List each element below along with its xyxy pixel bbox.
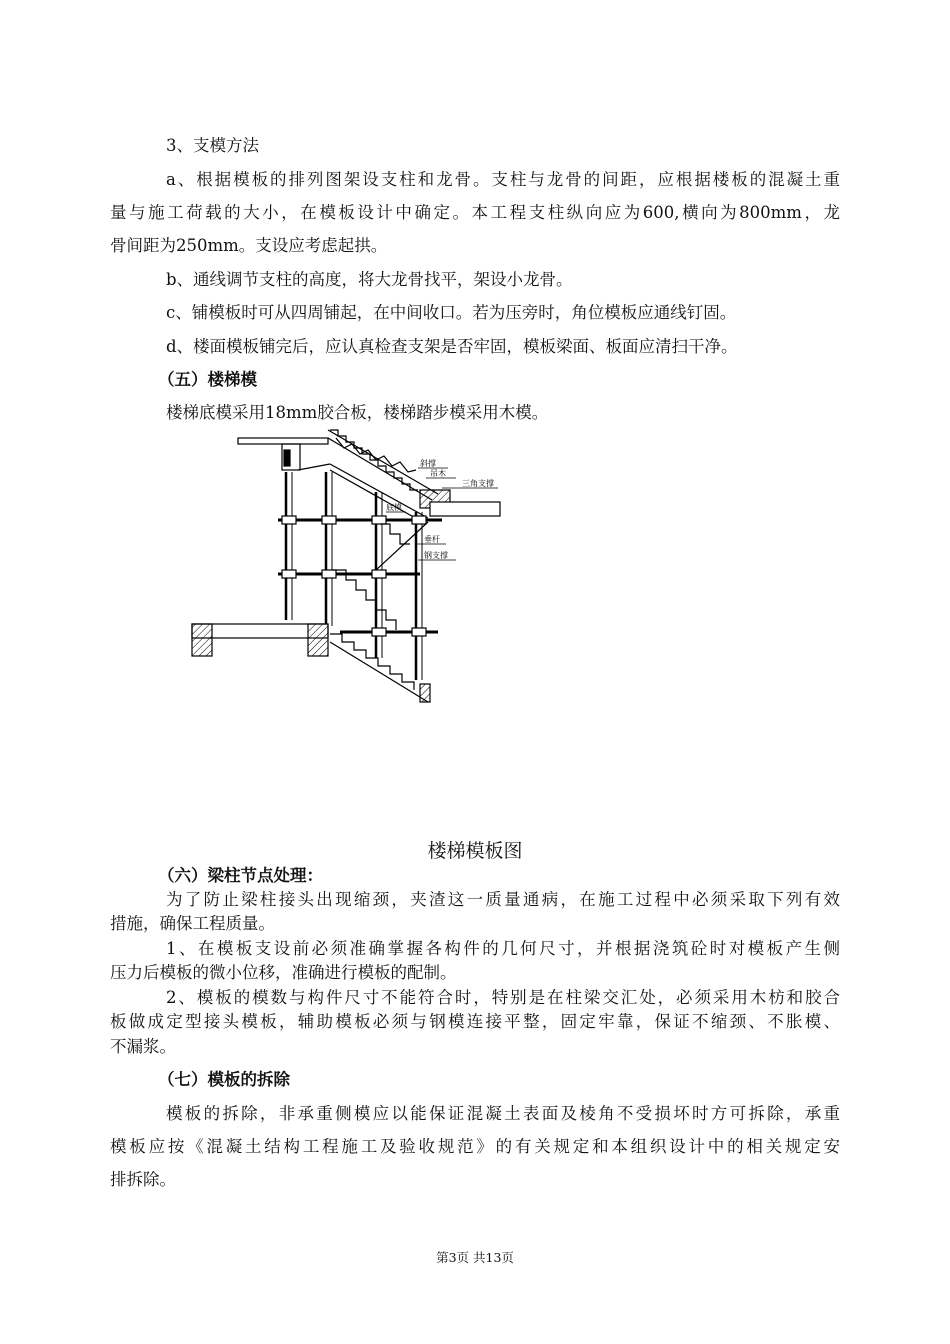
stair-formwork-figure	[180, 420, 520, 710]
right-slab	[430, 502, 500, 516]
label-steel-support: 钢支撑	[424, 551, 448, 560]
method-b: b、通线调节支柱的高度，将大龙骨找平，架设小龙骨。	[166, 270, 573, 289]
joint-p3-line2: 板做成定型接头模板，辅助模板必须与钢模连接平整，固定牢靠，保证不缩颈、不胀模、	[110, 1012, 840, 1031]
stair-heading: （五）楼梯模	[158, 370, 257, 389]
label-bottom-formwork: 底模	[386, 503, 402, 512]
ground-hatch-bottom	[420, 684, 430, 702]
removal-line1: 模板的拆除，非承重侧模应以能保证混凝土表面及棱角不受损坏时方可拆除，承重	[166, 1104, 840, 1123]
joint-p2-line1: 1、在模板支设前必须准确掌握各构件的几何尺寸，并根据浇筑砼时对模板产生侧	[166, 939, 840, 958]
ground-hatch-right	[308, 624, 328, 656]
method-a-line1: a、根据模板的排列图架设支柱和龙骨。支柱与龙骨的间距，应根据楼板的混凝土重	[166, 170, 840, 189]
joint-p2-line2: 压力后模板的微小位移，准确进行模板的配制。	[110, 963, 457, 982]
joint-p3-line1: 2、模板的模数与构件尺寸不能符合时，特别是在柱梁交汇处，必须采用木枋和胶合	[166, 988, 840, 1007]
label-vertical-rod: 垂杆	[424, 535, 440, 544]
removal-line3: 排拆除。	[110, 1170, 176, 1189]
joint-p1-line2: 措施，确保工程质量。	[110, 914, 275, 933]
joint-p1-line1: 为了防止梁柱接头出现缩颈，夹渣这一质量通病，在施工过程中必须采取下列有效	[166, 890, 840, 909]
joint-heading: （六）梁柱节点处理：	[158, 866, 323, 885]
stair-steps-middle	[332, 570, 396, 630]
figure-caption: 楼梯模板图	[427, 840, 523, 862]
cross-brace	[376, 522, 428, 570]
removal-heading: （七）模板的拆除	[158, 1070, 290, 1089]
stair-text: 楼梯底模采用18mm胶合板，楼梯踏步模采用木模。	[166, 403, 549, 422]
ground-hatch-left	[192, 624, 212, 656]
label-triangle-support: 三角支撑	[462, 479, 494, 488]
label-diagonal-brace: 斜撑	[420, 459, 436, 468]
method-d: d、楼面模板铺完后，应认真检查支架是否牢固，模板梁面、板面应清扫干净。	[166, 337, 738, 356]
label-hanging-wood: 吊木	[430, 469, 446, 478]
method-a-line2: 量与施工荷载的大小，在模板设计中确定。本工程支柱纵向应为600,横向为800mm，龙	[110, 203, 840, 222]
bottom-formwork	[330, 464, 428, 518]
removal-line2: 模板应按《混凝土结构工程施工及验收规范》的有关规定和本组织设计中的相关规定安	[110, 1137, 840, 1156]
joint-p3-line3: 不漏浆。	[110, 1037, 176, 1056]
method-heading: 3、支模方法	[166, 136, 259, 155]
stair-steps-lower	[330, 634, 414, 690]
method-c: c、铺模板时可从四周铺起，在中间收口。若为压旁时，角位模板应通线钉固。	[166, 303, 737, 322]
method-a-line3: 骨间距为250mm。支设应考虑起拱。	[110, 236, 388, 255]
lower-slab-line	[330, 642, 428, 702]
top-beam	[238, 438, 328, 444]
page-footer: 第3页 共13页	[436, 1250, 514, 1265]
